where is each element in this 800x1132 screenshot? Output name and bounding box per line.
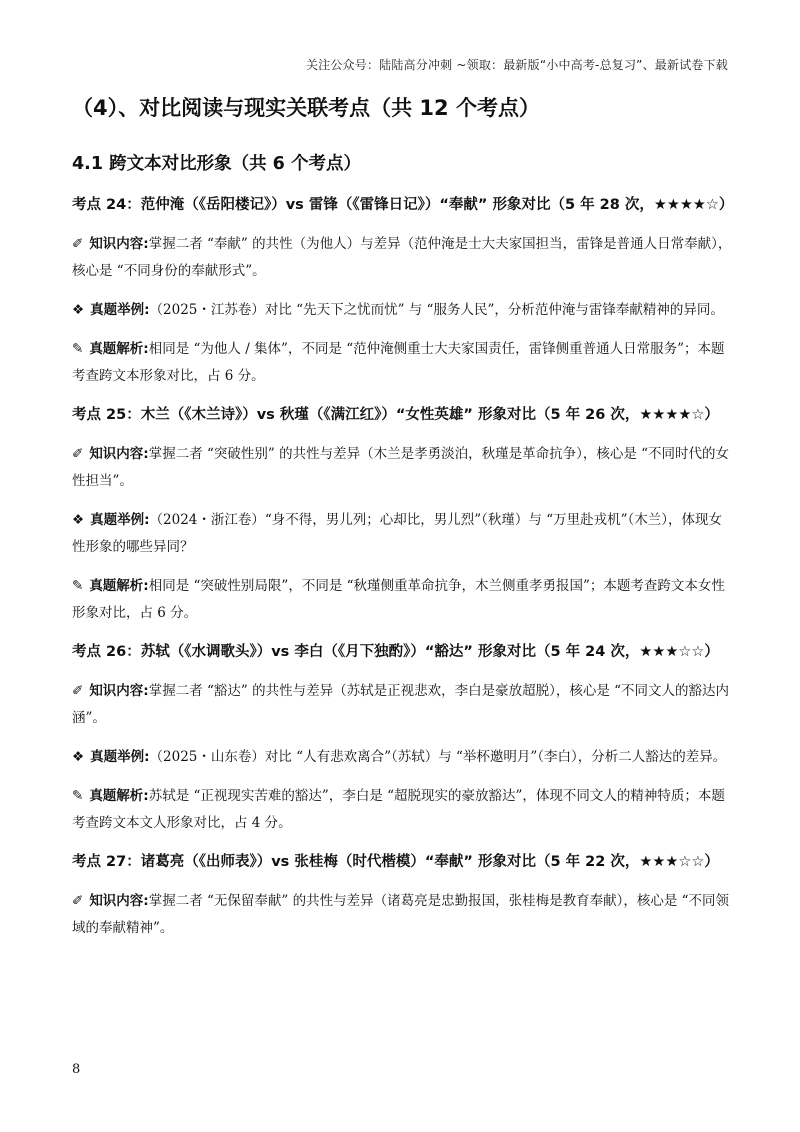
analysis-label: 真题解析: [89, 788, 149, 804]
analysis-text: 苏轼是 “正视现实苦难的豁达”，李白是 “超脱现实的豪放豁达”，体现不同文人的精神特质；本题考查跨文本文人形象对比，占 4 分。 [72, 788, 725, 831]
example-text: （2025・山东卷）对比 “人有悲欢离合”（苏轼）与 “举杯邀明月”（李白），分析二人豁达的差异。 [149, 749, 727, 765]
example-text: （2025・江苏卷）对比 “先天下之忧而忧” 与 “服务人民”，分析范仲淹与雷锋奉献精神的异同。 [149, 302, 724, 318]
analysis-paragraph [72, 573, 732, 627]
point-title: 考点 26：苏轼（《水调歌头》）vs 李白（《月下独酌》）“豁达” 形象对比（5 年 24 次，★★★☆☆） [72, 644, 719, 660]
pen-icon: ✎ [72, 788, 84, 804]
pencil-icon: ✐ [72, 236, 84, 252]
diamond-bullet-icon: ❖ [72, 512, 85, 528]
point-title: 考点 27：诸葛亮（《出师表》）vs 张桂梅（时代楷模）“奉献” 形象对比（5 年 22 次，★★★☆☆） [72, 854, 719, 870]
pencil-icon: ✐ [72, 683, 84, 699]
section-title: （4）、对比阅读与现实关联考点（共 12 个考点） [72, 96, 540, 120]
knowledge-label: 知识内容: [89, 236, 149, 252]
pencil-icon: ✐ [72, 893, 84, 909]
diamond-bullet-icon: ❖ [72, 749, 85, 765]
example-label: 真题举例: [90, 749, 150, 765]
example-paragraph [72, 744, 732, 771]
header-note: 关注公众号：陆陆高分冲刺 ~领取：最新版“小中高考-总复习”、最新试卷下载 [305, 58, 728, 72]
analysis-text: 相同是 “为他人 / 集体”，不同是 “范仲淹侧重士大夫家国责任，雷锋侧重普通人日常服务”；本题考查跨文本形象对比，占 6 分。 [72, 341, 725, 384]
example-label: 真题举例: [90, 512, 150, 528]
knowledge-paragraph [72, 441, 732, 495]
point-title: 考点 24：范仲淹（《岳阳楼记》）vs 雷锋（《雷锋日记》）“奉献” 形象对比（5 年 28 次，★★★★☆） [72, 197, 734, 213]
knowledge-label: 知识内容: [89, 893, 149, 909]
knowledge-paragraph [72, 678, 732, 732]
knowledge-text: 掌握二者 “无保留奉献” 的共性与差异（诸葛亮是忠勤报国，张桂梅是教育奉献），核心是 “不同领域的奉献精神”。 [72, 893, 730, 936]
analysis-paragraph [72, 783, 732, 837]
example-paragraph [72, 297, 732, 324]
knowledge-label: 知识内容: [89, 446, 149, 462]
pencil-icon: ✐ [72, 446, 84, 462]
knowledge-paragraph [72, 888, 732, 942]
example-label: 真题举例: [90, 302, 150, 318]
diamond-bullet-icon: ❖ [72, 302, 85, 318]
pen-icon: ✎ [72, 341, 84, 357]
knowledge-paragraph [72, 231, 732, 285]
analysis-paragraph [72, 336, 732, 390]
knowledge-text: 掌握二者 “突破性别” 的共性与差异（木兰是孝勇淡泊，秋瑾是革命抗争），核心是 “不同时代的女性担当”。 [72, 446, 730, 489]
knowledge-text: 掌握二者 “奉献” 的共性（为他人）与差异（范仲淹是士大夫家国担当，雷锋是普通人日常奉献），核心是 “不同身份的奉献形式”。 [72, 236, 732, 279]
example-text: （2024・浙江卷）“身不得，男儿列；心却比，男儿烈”（秋瑾）与 “万里赴戎机”（木兰），体现女性形象的哪些异同？ [72, 512, 723, 555]
main-content [72, 92, 732, 954]
example-paragraph [72, 507, 732, 561]
analysis-text: 相同是 “突破性别局限”，不同是 “秋瑾侧重革命抗争，木兰侧重孝勇报国”；本题考查跨文本女性形象对比，占 6 分。 [72, 578, 725, 621]
pen-icon: ✎ [72, 578, 84, 594]
knowledge-text: 掌握二者 “豁达” 的共性与差异（苏轼是正视悲欢，李白是豪放超脱），核心是 “不同文人的豁达内涵”。 [72, 683, 730, 726]
page-number: 8 [72, 1062, 81, 1077]
subsection-title: 4.1 跨文本对比形象（共 6 个考点） [72, 154, 361, 174]
analysis-label: 真题解析: [89, 341, 149, 357]
analysis-label: 真题解析: [89, 578, 149, 594]
point-title: 考点 25：木兰（《木兰诗》）vs 秋瑾（《满江红》）“女性英雄” 形象对比（5 年 26 次，★★★★☆） [72, 407, 719, 423]
knowledge-label: 知识内容: [89, 683, 149, 699]
